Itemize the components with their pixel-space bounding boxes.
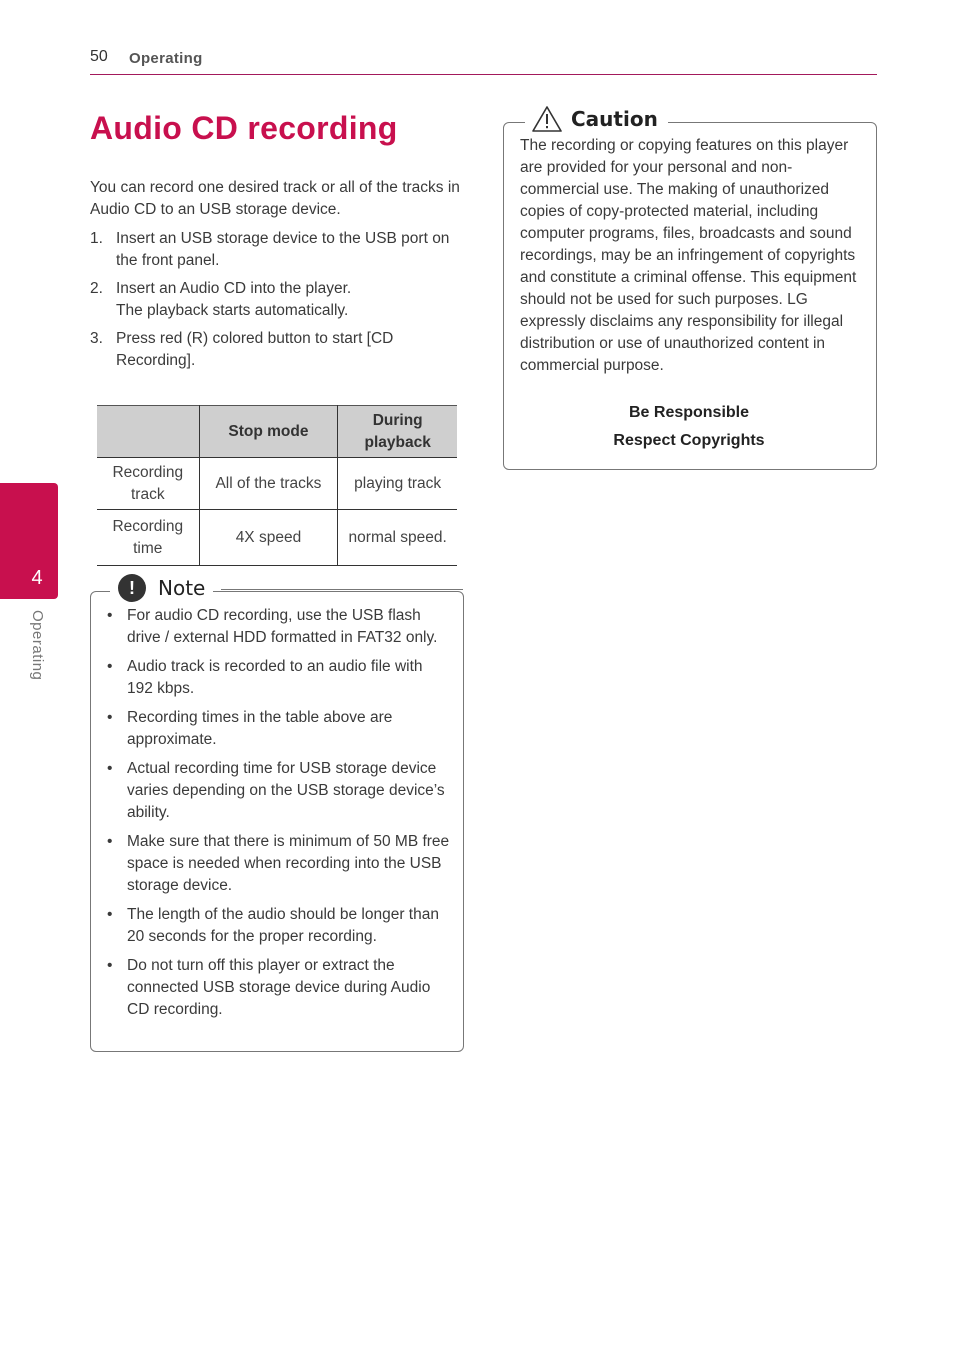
table-cell: All of the tracks xyxy=(199,458,338,510)
caution-title: Caution xyxy=(571,107,658,131)
page-title: Audio CD recording xyxy=(90,110,398,146)
chapter-number: 4 xyxy=(31,567,43,589)
step-subtext: The playback starts automatically. xyxy=(116,302,349,319)
list-item xyxy=(107,707,452,751)
list-item xyxy=(107,831,452,897)
bullet: • xyxy=(107,607,113,624)
bullet: • xyxy=(107,658,113,675)
table-header-row xyxy=(97,406,457,458)
step-text: Press red (R) colored button to start [CD Recording]. xyxy=(116,330,394,369)
chapter-label: Operating xyxy=(29,610,46,681)
section-name: Operating xyxy=(129,50,203,67)
note-item-text: Actual recording time for USB storage device varies depending on the USB storage device’s ability. xyxy=(127,760,445,821)
bullet: • xyxy=(107,833,113,850)
note-list xyxy=(107,605,452,1028)
list-item xyxy=(107,605,452,649)
bullet: • xyxy=(107,760,113,777)
step-main-text: Insert an Audio CD into the player. xyxy=(116,280,352,297)
caution-slogan-2: Respect Copyrights xyxy=(613,432,765,449)
note-header xyxy=(110,572,213,604)
note-item-text: Recording times in the table above are approximate. xyxy=(127,709,393,748)
recording-table xyxy=(97,405,457,566)
header-divider xyxy=(90,74,877,75)
table-cell: Recording time xyxy=(97,510,199,566)
table-cell: Recording track xyxy=(97,458,199,510)
table-cell: normal speed. xyxy=(338,510,457,566)
page-number: 50 xyxy=(90,48,108,65)
note-title: Note xyxy=(158,576,206,600)
table-header-cell: Stop mode xyxy=(199,406,338,458)
table-header-cell: During playback xyxy=(338,406,457,458)
note-item-text: Audio track is recorded to an audio file with 192 kbps. xyxy=(127,658,423,697)
warning-triangle-icon xyxy=(531,105,563,133)
step-number: 2. xyxy=(90,280,103,297)
bullet: • xyxy=(107,957,113,974)
step-text xyxy=(116,278,466,322)
table-row xyxy=(97,458,457,510)
intro-paragraph: You can record one desired track or all of the tracks in Audio CD to an USB storage device. xyxy=(90,179,460,218)
list-item xyxy=(107,904,452,948)
table-cell: playing track xyxy=(338,458,457,510)
caution-header xyxy=(525,103,668,135)
note-item-text: Make sure that there is minimum of 50 MB free space is needed when recording into the USB storage device. xyxy=(127,833,450,894)
caution-text: The recording or copying features on this player are provided for your personal and non-commercial use. The making of unauthorized copies of copy-protected material, including computer programs, files, broadcasts and sound recordings, may be an infringement of copyrights and constitute a criminal offense. This equipment should not be used for such purposes. LG expressly disclaims any responsibility for illegal distribution or use of unauthorized content in commercial purpose. xyxy=(520,137,857,374)
table-row xyxy=(97,510,457,566)
list-item xyxy=(107,656,452,700)
note-item-text: For audio CD recording, use the USB flash drive / external HDD formatted in FAT32 only. xyxy=(127,607,438,646)
list-item xyxy=(107,758,452,824)
exclamation-icon: ! xyxy=(118,574,146,602)
note-header-line xyxy=(221,589,463,590)
caution-slogan-1: Be Responsible xyxy=(628,404,750,421)
bullet: • xyxy=(107,906,113,923)
step-number: 3. xyxy=(90,330,103,347)
bullet: • xyxy=(107,709,113,726)
note-item-text: Do not turn off this player or extract the connected USB storage device during Audio CD recording. xyxy=(127,957,431,1018)
list-item xyxy=(107,955,452,1021)
step-text: Insert an USB storage device to the USB port on the front panel. xyxy=(116,230,450,269)
step-number: 1. xyxy=(90,230,103,247)
table-cell: 4X speed xyxy=(199,510,338,566)
table-header-cell xyxy=(97,406,199,458)
note-item-text: The length of the audio should be longer than 20 seconds for the proper recording. xyxy=(127,906,439,945)
